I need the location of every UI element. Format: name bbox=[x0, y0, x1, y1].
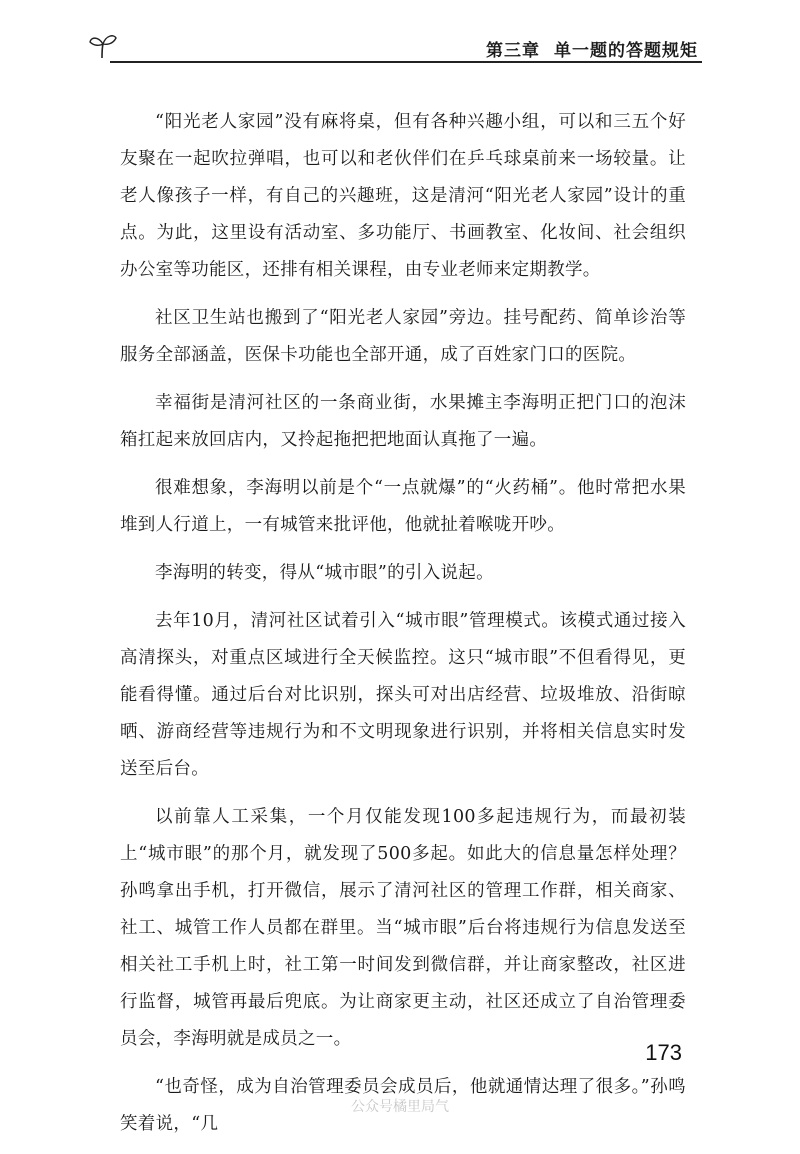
paragraph: 以前靠人工采集，一个月仅能发现100多起违规行为，而最初装上“城市眼”的那个月，就发现了500多起。如此大的信息量怎样处理？孙鸣拿出手机，打开微信，展示了清河社区的管理工作群，相关商家、社工、城管工作人员都在群里。当“城市眼”后台将违规行为信息发送至相关社工手机上时，社工第一时间发到微信群，并让商家整改，社区进行监督，城管再最后兜底。为让商家更主动，社区还成立了自治管理委员会，李海明就是成员之一。 bbox=[120, 807, 686, 1049]
chapter-number: 第三章 bbox=[486, 41, 540, 61]
paragraph: 社区卫生站也搬到了“阳光老人家园”旁边。挂号配药、简单诊治等服务全部涵盖，医保卡功能也全部开通，成了百姓家门口的医院。 bbox=[120, 308, 686, 365]
chapter-label bbox=[480, 36, 698, 61]
page-number: 173 bbox=[645, 1040, 682, 1065]
header-rule bbox=[110, 61, 702, 63]
paragraph: 很难想象，李海明以前是个“一点就爆”的“火药桶”。他时常把水果堆到人行道上，一有城管来批评他，他就扯着喉咙开吵。 bbox=[120, 478, 686, 535]
paragraph: 去年10月，清河社区试着引入“城市眼”管理模式。该模式通过接入高清探头，对重点区域进行全天候监控。这只“城市眼”不但看得见，更能看得懂。通过后台对比识别，探头可对出店经营、垃圾堆放、沿街晾晒、游商经营等违规行为和不文明现象进行识别，并将相关信息实时发送至后台。 bbox=[120, 611, 686, 779]
paragraph: “阳光老人家园”没有麻将桌，但有各种兴趣小组，可以和三五个好友聚在一起吹拉弹唱，也可以和老伙伴们在乒乓球桌前来一场较量。让老人像孩子一样，有自己的兴趣班，这是清河“阳光老人家园”设计的重点。为此，这里设有活动室、多功能厅、书画教室、化妆间、社会组织办公室等功能区，还排有相关课程，由专业老师来定期教学。 bbox=[120, 112, 686, 280]
body-text bbox=[120, 104, 686, 1154]
watermark: 公众号橘里局气 bbox=[351, 1099, 449, 1115]
sprout-icon bbox=[88, 32, 118, 60]
paragraph: 李海明的转变，得从“城市眼”的引入说起。 bbox=[155, 563, 494, 583]
section-title: 单一题的答题规矩 bbox=[554, 41, 698, 61]
paragraph: “也奇怪，成为自治管理委员会成员后，他就通情达理了很多。”孙鸣笑着说，“几 bbox=[120, 1077, 686, 1134]
paragraph: 幸福街是清河社区的一条商业街，水果摊主李海明正把门口的泡沫箱扛起来放回店内，又拎起拖把把地面认真拖了一遍。 bbox=[120, 393, 686, 450]
running-header bbox=[88, 30, 702, 70]
